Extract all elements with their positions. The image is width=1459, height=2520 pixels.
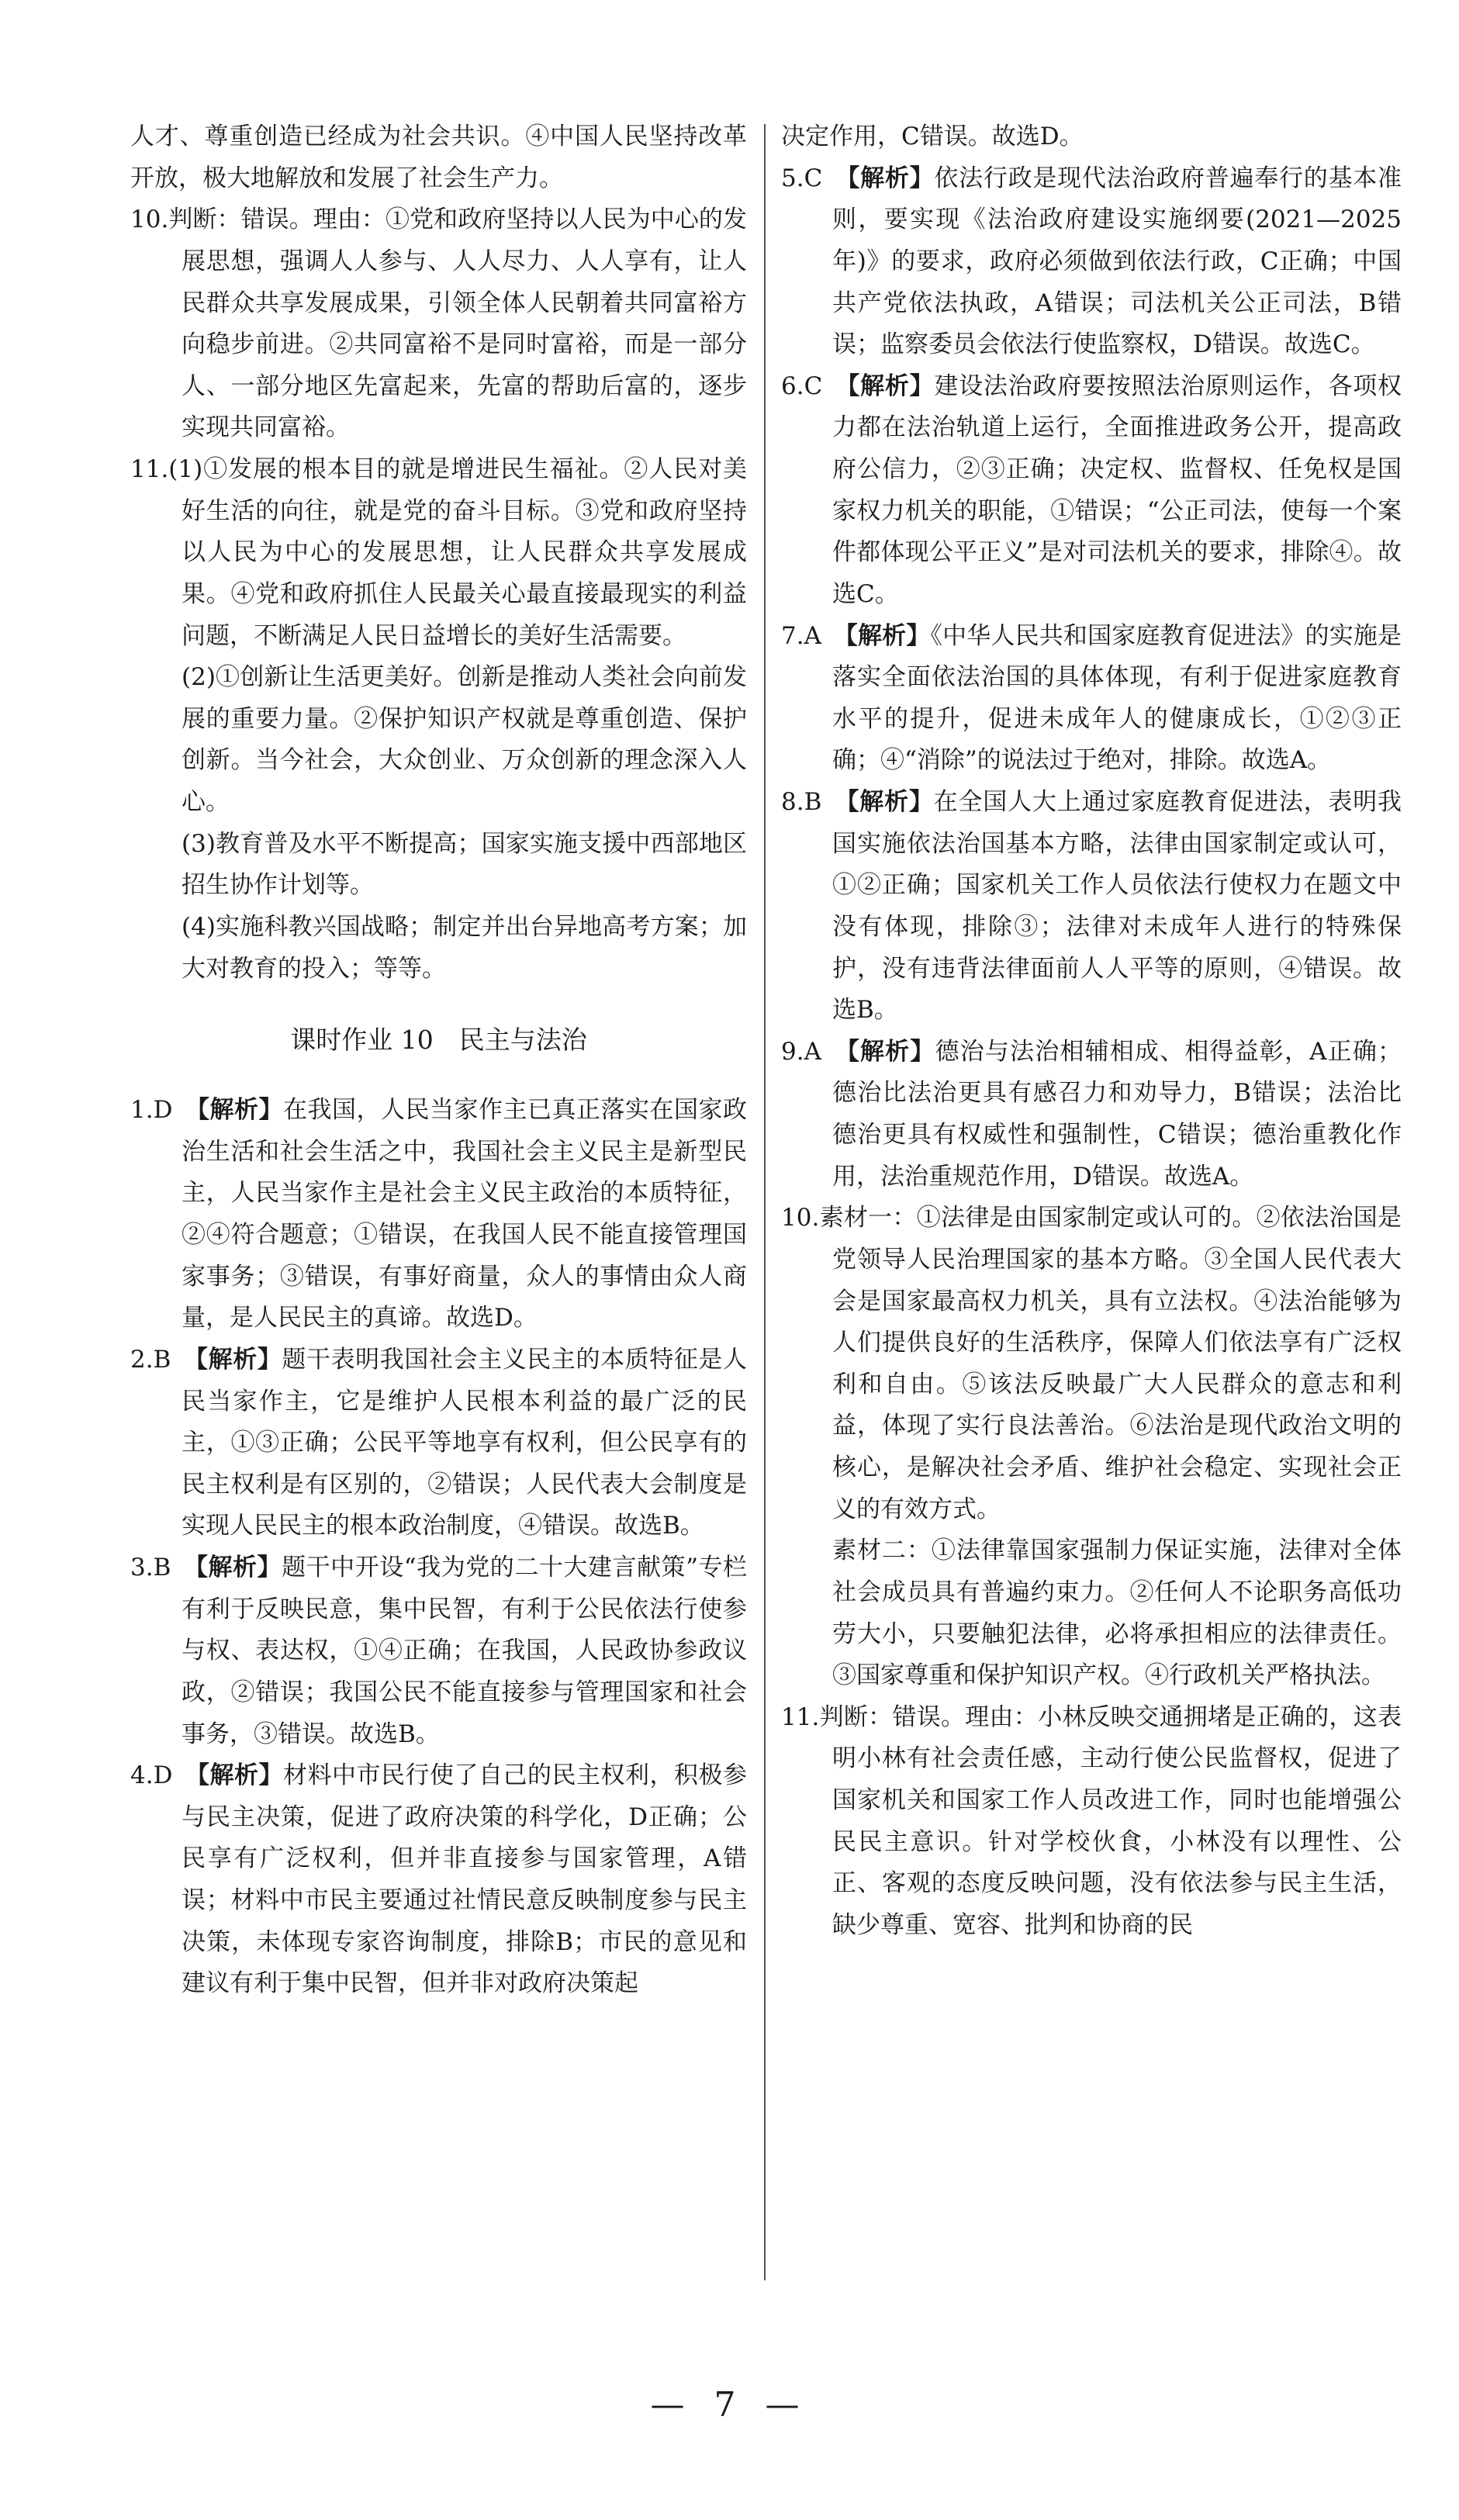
analysis-tag: 【解析】 — [847, 372, 935, 400]
left-lead-paragraph: 人才、尊重创造已经成为社会共识。④中国人民坚持改革开放，极大地解放和发展了社会生产力。 — [130, 123, 747, 192]
lesson10-answer-4 — [130, 1755, 747, 2005]
left-column — [130, 116, 747, 2005]
lesson10-answer-10-material-2: 素材二：①法律靠国家强制力保证实施，法律对全体社会成员具有普遍约束力。②任何人不论职务高低功劳大小，只要触犯法律，必将承担相应的法律责任。③国家尊重和保护知识产权。④行政机关严格执法。 — [832, 1537, 1402, 1690]
answer-text: 题干表明我国社会主义民主的本质特征是人民当家作主，它是维护人民根本利益的最广泛的民主，①③正确；公民平等地享有权利，但公民享有的民主权利是有区别的，②错误；人民代表大会制度是实现人民民主的根本政治制度，④错误。故选B。 — [182, 1345, 748, 1540]
answer-10: 10.判断：错误。理由：①党和政府坚持以人民为中心的发展思想，强调人人参与、人人尽力、人人享有，让人民群众共享发展成果，引领全体人民朝着共同富裕方向稳步前进。②共同富裕不是同时富裕，而是一部分人、一部分地区先富起来，先富的帮助后富的，逐步实现共同富裕。 — [130, 206, 747, 442]
lesson10-answer-2 — [130, 1340, 747, 1547]
lesson10-answer-6 — [781, 366, 1402, 616]
answer-number: 1.D — [130, 1096, 173, 1125]
answer-text: 题干中开设“我为党的二十大建言献策”专栏有利于反映民意，集中民智，有利于公民依法行使参与权、表达权，①④正确；在我国，人民政协参政议政，②错误；我国公民不能直接参与管理国家和社会事务，③错误。故选B。 — [182, 1554, 748, 1748]
lesson10-answer-10-material-1: 10.素材一：①法律是由国家制定或认可的。②依法治国是党领导人民治理国家的基本方略。③全国人民代表大会是国家最高权力机关，具有立法权。④法治能够为人们提供良好的生活秩序，保障人们依法享有广泛权利和自由。⑤该法反映最广大人民群众的意志和利益，体现了实行良法善治。⑥法治是现代政治文明的核心，是解决社会矛盾、维护社会稳定、实现社会正义的有效方式。 — [781, 1204, 1402, 1523]
lesson10-answer-8 — [781, 782, 1402, 1032]
answer-text: 材料中市民行使了自己的民主权利，积极参与民主决策，促进了政府决策的科学化，D正确；公民享有广泛权利，但并非直接参与国家管理，A错误；材料中市民主要通过社情民意反映制度参与民主决策，未体现专家咨询制度，排除B；市民的意见和建议有利于集中民智，但并非对政府决策起 — [182, 1761, 748, 1998]
answer-11-part-3: (3)教育普及水平不断提高；国家实施支援中西部地区招生协作计划等。 — [182, 829, 747, 900]
analysis-tag: 【解析】 — [847, 1037, 935, 1066]
answer-text: 德治与法治相辅相成、相得益彰，A正确；德治比法治更具有感召力和劝导力，B错误；法治比德治更具有权威性和强制性，C错误；德治重教化作用，法治重规范作用，D错误。故选A。 — [832, 1037, 1402, 1191]
answer-11-part-2: (2)①创新让生活更美好。创新是推动人类社会向前发展的重要力量。②保护知识产权就是尊重创造、保护创新。当今社会，大众创业、万众创新的理念深入人心。 — [182, 663, 747, 816]
lesson10-answer-9 — [781, 1032, 1402, 1198]
analysis-tag: 【解析】 — [847, 164, 935, 192]
answer-number: 6.C — [781, 372, 823, 400]
page-number: — 7 — — [650, 2385, 809, 2425]
right-lead-paragraph: 决定作用，C错误。故选D。 — [781, 123, 1084, 150]
answer-number: 5.C — [781, 164, 823, 192]
analysis-tag: 【解析】 — [846, 788, 934, 816]
answer-number: 2.B — [130, 1345, 171, 1374]
lesson10-answer-5 — [781, 158, 1402, 366]
answer-text: 依法行政是现代法治政府普遍奉行的基本准则，要实现《法治政府建设实施纲要(2021—2025年)》的要求，政府必须做到依法行政，C正确；中国共产党依法执政，A错误；司法机关公正司法，B错误；监察委员会依法行使监察权，D错误。故选C。 — [832, 164, 1402, 359]
section-title: 课时作业 10 民主与法治 — [290, 1025, 587, 1056]
answer-text: 建设法治政府要按照法治原则运作，各项权力都在法治轨道上运行，全面推进政务公开，提高政府公信力，②③正确；决定权、监督权、任免权是国家权力机关的职能，①错误；“公正司法，使每一个案件都体现公平正义”是对司法机关的要求，排除④。故选C。 — [832, 372, 1402, 608]
column-divider — [764, 124, 766, 2280]
answer-number: 4.D — [130, 1761, 173, 1790]
analysis-tag: 【解析】 — [197, 1096, 283, 1125]
analysis-tag: 【解析】 — [195, 1554, 282, 1582]
answer-number: 7.A — [781, 621, 821, 650]
answer-text: 《中华人民共和国家庭教育促进法》的实施是落实全面依法治国的具体体现，有利于促进家庭教育水平的提升，促进未成年人的健康成长，①②③正确；④“消除”的说法过于绝对，排除。故选A。 — [832, 621, 1402, 775]
answer-11-part-4: (4)实施科教兴国战略；制定并出台异地高考方案；加大对教育的投入；等等。 — [182, 912, 747, 983]
lesson10-answer-7 — [781, 616, 1402, 783]
answer-number: 3.B — [130, 1554, 171, 1582]
answer-number: 9.A — [781, 1037, 821, 1066]
lesson10-answer-1 — [130, 1090, 747, 1340]
lesson10-answer-3 — [130, 1547, 747, 1755]
analysis-tag: 【解析】 — [195, 1345, 282, 1374]
answer-11-part-1: 11.(1)①发展的根本目的就是增进民生福祉。②人民对美好生活的向往，就是党的奋斗目标。③党和政府坚持以人民为中心的发展思想，让人民群众共享发展成果。④党和政府抓住人民最关心最直接最现实的利益问题，不断满足人民日益增长的美好生活需要。 — [130, 455, 747, 650]
analysis-tag: 【解析】 — [197, 1761, 283, 1790]
right-column — [781, 116, 1402, 1947]
answer-number: 8.B — [781, 788, 822, 816]
answer-text: 在全国人大上通过家庭教育促进法，表明我国实施依法治国基本方略，法律由国家制定或认可，①②正确；国家机关工作人员依法行使权力在题文中没有体现，排除③；法律对未成年人进行的特殊保护，没有违背法律面前人人平等的原则，④错误。故选B。 — [832, 788, 1402, 1025]
analysis-tag: 【解析】 — [845, 621, 931, 650]
lesson10-answer-11: 11.判断：错误。理由：小林反映交通拥堵是正确的，这表明小林有社会责任感，主动行使公民监督权，促进了国家机关和国家工作人员改进工作，同时也能增强公民民主意识。针对学校伙食，小林没有以理性、公正、客观的态度反映问题，没有依法参与民主生活，缺少尊重、宽容、批判和协商的民 — [781, 1702, 1402, 1939]
answer-text: 在我国，人民当家作主已真正落实在国家政治生活和社会生活之中，我国社会主义民主是新型民主，人民当家作主是社会主义民主政治的本质特征，②④符合题意；①错误，在我国人民不能直接管理国家事务；③错误，有事好商量，众人的事情由众人商量，是人民民主的真谛。故选D。 — [182, 1096, 748, 1333]
